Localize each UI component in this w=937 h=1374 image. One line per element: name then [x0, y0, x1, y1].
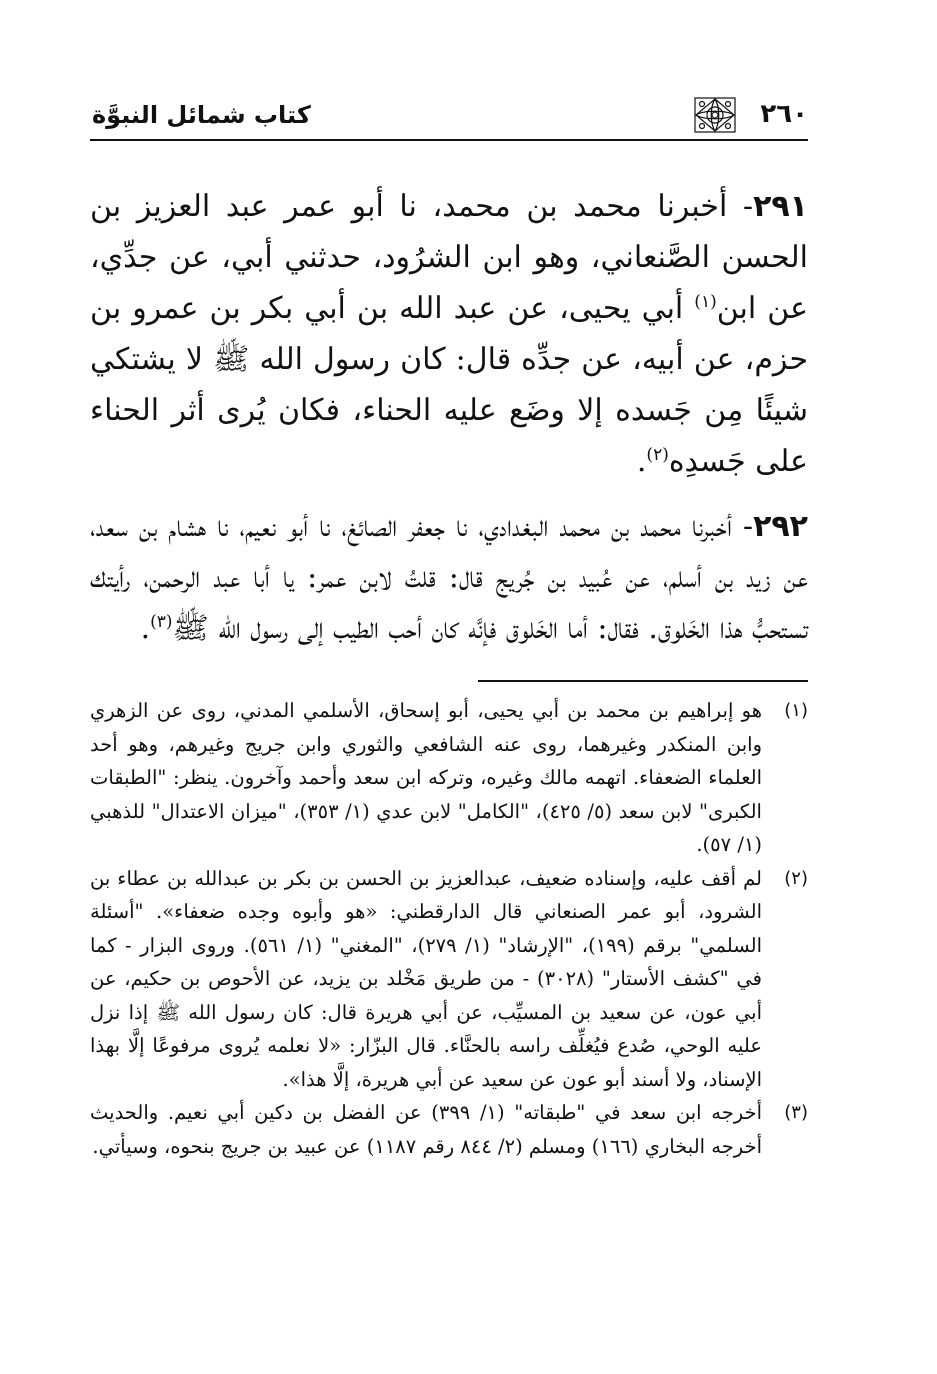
hadith-292: [90, 501, 808, 654]
footnote-reference[interactable]: (٣): [150, 612, 173, 632]
footnote-number: (٢): [784, 867, 808, 889]
page-header: [90, 95, 808, 141]
hadith-text: - أخبرنا محمد بن محمد البغدادي، نا جعفر الصائغ، نا أبو نعيم، نا هشام بن سعد، عن زيد بن أسلم، عن عُبيد بن جُريج قال: قلتُ لابن عمر: يا أبا عبد الرحمن، رأيتك تستحبُّ هذا الخَلوق. فقال: أما الخَلوق فإنَّه كان أحب الطيب إلى رسول الله ﷺ: [90, 509, 808, 646]
hadith-291: [90, 181, 808, 487]
footnote-1: [90, 694, 808, 862]
book-page: [90, 95, 808, 1335]
footnote-reference[interactable]: (١): [694, 292, 717, 312]
hadith-end: .: [140, 611, 151, 646]
main-text: [90, 181, 808, 654]
footnote-separator: [478, 680, 808, 682]
footnote-reference[interactable]: (٢): [646, 445, 669, 465]
footnote-number: (١): [784, 700, 808, 721]
footnote-2: [90, 862, 808, 1097]
hadith-text: أبي يحيى، عن عبد الله بن أبي بكر بن عمرو بن حزم، عن أبيه، عن جدِّه قال: كان رسول الله ﷺ لا يشتكي شيئًا مِن جَسده إلا وضَع عليه الحناء، فكان يُرى أثر الحناء على جَسدِه: [90, 291, 808, 479]
hadith-number: ٢٩٢: [753, 509, 808, 544]
footnote-text: هو إبراهيم بن محمد بن أبي يحيى، أبو إسحاق، الأسلمي المدني، روى عن الزهري وابن المنكدر وغيرهما، روى عنه الشافعي والثوري وابن جريج وغيرهم، وهو أحد العلماء الضعفاء. اتهمه مالك وغيره، وتركه ابن سعد وأحمد وآخرون. ينظر: "الطبقات الكبرى" لابن سعد (٥/ ٤٢٥)، "الكامل" لابن عدي (١/ ٣٥٣)، "ميزان الاعتدال" للذهبي (١/ ٥٧).: [90, 699, 762, 856]
hadith-text: - أخبرنا محمد بن محمد، نا أبو عمر عبد العزيز بن الحسن الصَّنعاني، وهو ابن الشرُود، حدثني أبي، عن جدِّي، عن ابن: [90, 189, 808, 326]
page-number: ٢٦٠: [760, 99, 808, 129]
floral-ornament-icon: [692, 95, 738, 135]
footnote-text: لم أقف عليه، وإسناده ضعيف، عبدالعزيز بن الحسن بن بكر بن عبدالله بن عطاء بن الشرود، أبو عمر الصنعاني قال الدارقطني: «هو وأبوه وجده ضعفاء». "أسئلة السلمي" برقم (١٩٩)، "الإرشاد" (١/ ٢٧٩)، "المغني" (١/ ٥٦١). وروى البزار - كما في "كشف الأستار" (٣٠٢٨) - من طريق مَخْلد بن يزيد، عن الأحوص بن حكيم، عن أبي عون، عن سعيد بن المسيِّب، عن أبي هريرة قال: كان رسول الله ﷺ إذا نزل عليه الوحي، صُدع فيُغلِّف راسه بالحنَّاء. قال البزّار: «لا نعلمه يُروى مرفوعًا إلَّا بهذا الإسناد، ولا أسند أبو عون عن سعيد عن أبي هريرة، إلَّا هذا».: [90, 866, 762, 1091]
footnote-number: (٣): [784, 1102, 808, 1123]
hadith-end: .: [636, 444, 647, 479]
hadith-number: ٢٩١: [753, 189, 808, 224]
footnote-text: أخرجه ابن سعد في "طبقاته" (١/ ٣٩٩) عن الفضل بن دكين أبي نعيم. والحديث أخرجه البخاري (١٦٦) ومسلم (٢/ ٨٤٤ رقم ١١٨٧) عن عبيد بن جريج بنحوه، وسيأتي.: [90, 1101, 762, 1158]
footnotes: [90, 694, 808, 1163]
book-title: كتاب شمائل النبوَّة: [92, 101, 311, 129]
footnote-3: [90, 1096, 808, 1163]
